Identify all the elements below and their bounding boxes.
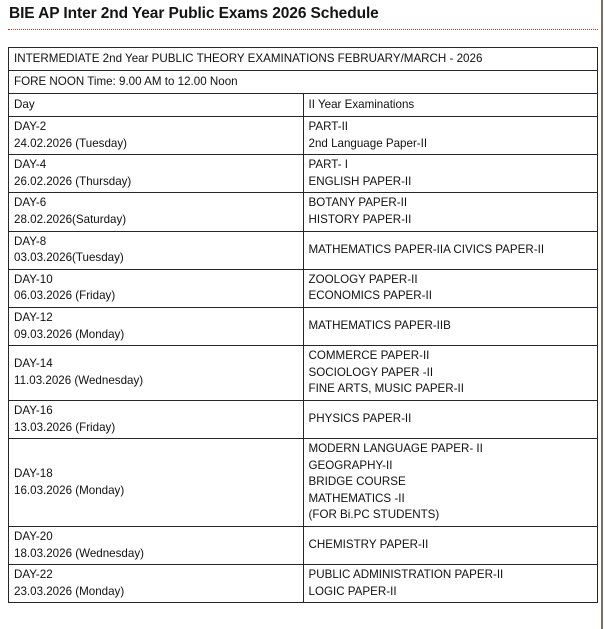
table-row <box>9 117 598 155</box>
table-row <box>9 155 598 193</box>
exam-line: FINE ARTS, MUSIC PAPER-II <box>308 382 464 396</box>
page-edge-rule <box>601 0 603 629</box>
exam-line: COMMERCE PAPER-II <box>308 349 430 363</box>
table-row <box>9 269 598 307</box>
cell-day <box>9 527 304 565</box>
cell-day <box>9 307 304 345</box>
exam-line: LOGIC PAPER-II <box>308 584 397 598</box>
cell-examinations <box>303 269 598 307</box>
exam-line: ZOOLOGY PAPER-II <box>308 272 418 286</box>
exam-line: BRIDGE COURSE <box>308 475 406 489</box>
table-row <box>9 400 598 438</box>
exam-line: (FOR Bi.PC STUDENTS) <box>308 508 440 522</box>
table-banner-row <box>9 48 598 71</box>
day-line: 09.03.2026 (Monday) <box>14 327 125 341</box>
day-line: 18.03.2026 (Wednesday) <box>14 546 144 560</box>
day-line: DAY-22 <box>14 568 53 582</box>
cell-examinations <box>303 527 598 565</box>
cell-day <box>9 231 304 269</box>
page-header <box>0 0 605 24</box>
day-line: DAY-8 <box>14 234 47 248</box>
cell-day <box>9 193 304 231</box>
exam-line: SOCIOLOGY PAPER -II <box>308 365 434 379</box>
table-header-row <box>9 94 598 117</box>
exam-line: PUBLIC ADMINISTRATION PAPER-II <box>308 568 504 582</box>
exam-line: HISTORY PAPER-II <box>308 212 412 226</box>
exam-line: PART- I <box>308 158 349 172</box>
table-row <box>9 439 598 527</box>
exam-schedule-table <box>8 47 598 603</box>
day-line: 28.02.2026(Saturday) <box>14 212 127 226</box>
cell-examinations <box>303 231 598 269</box>
exam-line: CHEMISTRY PAPER-II <box>308 538 429 552</box>
day-line: 24.02.2026 (Tuesday) <box>14 136 128 150</box>
exam-line: BOTANY PAPER-II <box>308 196 408 210</box>
cell-day <box>9 346 304 401</box>
cell-examinations <box>303 193 598 231</box>
exam-schedule-table-container <box>8 47 589 603</box>
day-line: DAY-12 <box>14 310 53 324</box>
day-line: 23.03.2026 (Monday) <box>14 584 125 598</box>
cell-examinations <box>303 565 598 603</box>
exam-line: ENGLISH PAPER-II <box>308 174 412 188</box>
cell-day <box>9 155 304 193</box>
cell-examinations <box>303 400 598 438</box>
table-row <box>9 193 598 231</box>
table-session-row <box>9 71 598 94</box>
day-line: DAY-4 <box>14 158 47 172</box>
day-line: DAY-10 <box>14 272 53 286</box>
table-row <box>9 565 598 603</box>
cell-day <box>9 400 304 438</box>
page-title: BIE AP Inter 2nd Year Public Exams 2026 Schedule <box>9 5 379 22</box>
column-header-examinations: II Year Examinations <box>303 94 598 117</box>
exam-line: MODERN LANGUAGE PAPER- II <box>308 442 483 456</box>
exam-line: 2nd Language Paper-II <box>308 136 428 150</box>
exam-line: MATHEMATICS -II <box>308 491 405 505</box>
exam-line: ECONOMICS PAPER-II <box>308 289 432 303</box>
day-line: DAY-18 <box>14 466 53 480</box>
exam-line: MATHEMATICS PAPER-IIA CIVICS PAPER-II <box>308 242 545 256</box>
day-line: DAY-20 <box>14 530 53 544</box>
table-row <box>9 346 598 401</box>
day-line: 16.03.2026 (Monday) <box>14 483 125 497</box>
table-row <box>9 231 598 269</box>
day-line: 11.03.2026 (Wednesday) <box>14 374 144 388</box>
cell-examinations <box>303 155 598 193</box>
day-line: DAY-14 <box>14 357 53 371</box>
exam-line: PART-II <box>308 120 349 133</box>
cell-day <box>9 117 304 155</box>
exam-line: MATHEMATICS PAPER-IIB <box>308 319 451 333</box>
exam-banner-cell: INTERMEDIATE 2nd Year PUBLIC THEORY EXAMINATIONS FEBRUARY/MARCH - 2026 <box>9 48 598 71</box>
exam-schedule-table-body <box>9 48 598 603</box>
column-header-day: Day <box>9 94 304 117</box>
exam-session-cell: FORE NOON Time: 9.00 AM to 12.00 Noon <box>9 71 598 94</box>
table-row <box>9 527 598 565</box>
cell-examinations <box>303 117 598 155</box>
exam-line: GEOGRAPHY-II <box>308 458 393 472</box>
cell-examinations <box>303 307 598 345</box>
cell-day <box>9 565 304 603</box>
cell-examinations <box>303 346 598 401</box>
exam-line: PHYSICS PAPER-II <box>308 412 412 426</box>
day-line: DAY-16 <box>14 403 53 417</box>
table-row <box>9 307 598 345</box>
day-line: 06.03.2026 (Friday) <box>14 289 116 303</box>
day-line: DAY-2 <box>14 120 47 133</box>
cell-day <box>9 269 304 307</box>
cell-day <box>9 439 304 527</box>
title-divider <box>8 29 598 30</box>
day-line: 13.03.2026 (Friday) <box>14 420 116 434</box>
day-line: DAY-6 <box>14 196 47 210</box>
cell-examinations <box>303 439 598 527</box>
day-line: 26.02.2026 (Thursday) <box>14 174 132 188</box>
day-line: 03.03.2026(Tuesday) <box>14 251 124 265</box>
